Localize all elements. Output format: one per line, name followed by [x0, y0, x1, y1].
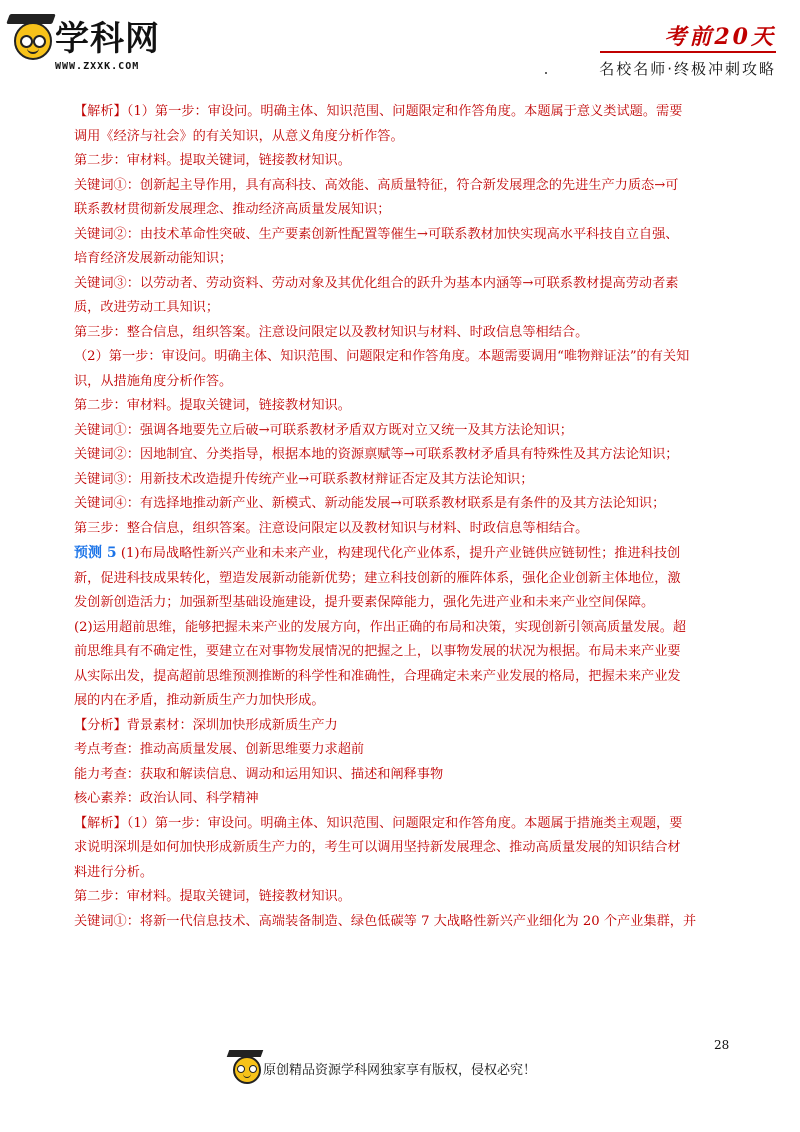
text-line: 关键词③：用新技术改造提升传统产业→可联系教材辩证否定及其方法论知识； [74, 471, 534, 487]
text-line: 第二步：审材料。提取关键词，链接教材知识。 [74, 889, 351, 904]
text-line: 从实际出发，提高超前思维预测推断的科学性和准确性，合理确定未来产业发展的格局，把握未来产业发 [74, 668, 681, 684]
footer-face-icon [233, 1056, 261, 1084]
badge-title: 考前20天 [664, 24, 776, 50]
text-line: (2)运用超前思维，能够把握未来产业的发展方向，作出正确的布局和决策，实现创新引领高质量发展。超 [74, 619, 687, 635]
text-line: 质，改进劳动工具知识； [74, 300, 220, 315]
badge-subtitle: 名校名师·终极冲刺攻略 [599, 60, 776, 78]
text-line: 关键词④：有选择地推动新产业、新模式、新动能发展→可联系教材联系是有条件的及其方法论知识； [74, 496, 666, 511]
text-line: 关键词①：创新起主导作用，具有高科技、高效能、高质量特征，符合新发展理念的先进生产力质态→可 [74, 177, 679, 193]
page-number: 28 [714, 1038, 730, 1052]
text-line: 培育经济发展新动能知识； [74, 251, 233, 266]
text-line: 关键词①：强调各地要先立后破→可联系教材矛盾双方既对立又统一及其方法论知识； [74, 422, 573, 438]
text-line: （2）第一步：审设问。明确主体、知识范围、问题限定和作答角度。本题需要调用“唯物辩证法”的有关知 [74, 349, 690, 364]
text-line: 关键词②：由技术革命性突破、生产要素创新性配置等催生→可联系教材加快实现高水平科技自立自强、 [74, 226, 679, 242]
prediction-line [74, 541, 728, 567]
answer1-first-line: (1)布局战略性新兴产业和未来产业，构建现代化产业体系，提升产业链供应链韧性；推进科技创 [120, 546, 681, 561]
text-line: 【解析】（1）第一步：审设问。明确主体、知识范围、问题限定和作答角度。本题属于意义类试题。需要 [74, 104, 683, 119]
text-line: 料进行分析。 [74, 864, 154, 880]
text-line: 第二步：审材料。提取关键词，链接教材知识。 [74, 153, 351, 168]
text-line: 关键词①：将新一代信息技术、高端装备制造、绿色低碳等 7 大战略性新兴产业细化为 20 个产业集群，并 [74, 913, 697, 929]
logo-face-icon [14, 22, 52, 60]
text-line: 调用《经济与社会》的有关知识，从意义角度分析作答。 [74, 128, 404, 144]
text-line: 前思维具有不确定性，要建立在对事物发展情况的把握之上，以事物发展的状况为根据。布局未来产业要 [74, 644, 681, 659]
header-dot [545, 72, 547, 74]
page-header [0, 0, 800, 90]
text-line: 第三步：整合信息，组织答案。注意设问限定以及教材知识与材料、时政信息等相结合。 [74, 520, 589, 536]
text-line: 联系教材贯彻新发展理念、推动经济高质量发展知识； [74, 202, 391, 217]
text-line: 展的内在矛盾，推动新质生产力加快形成。 [74, 693, 325, 708]
analysis-line: 核心素养：政治认同、科学精神 [74, 791, 259, 806]
text-line: 识，从措施角度分析作答。 [74, 373, 233, 389]
analysis-line: 【分析】背景素材：深圳加快形成新质生产力 [74, 717, 338, 733]
text-line: 第二步：审材料。提取关键词，链接教材知识。 [74, 398, 351, 413]
analysis-line: 能力考查：获取和解读信息、调动和运用知识、描述和阐释事物 [74, 766, 444, 782]
text-line: 发创新创造活力；加强新型基础设施建设，提升要素保障能力，强化先进产业和未来产业空间保障。 [74, 595, 655, 610]
text-line: 关键词③：以劳动者、劳动资料、劳动对象及其优化组合的跃升为基本内涵等→可联系教材提高劳动者素 [74, 275, 679, 291]
text-line: 第三步：整合信息，组织答案。注意设问限定以及教材知识与材料、时政信息等相结合。 [74, 324, 589, 340]
text-line: 求说明深圳是如何加快形成新质生产力的，考生可以调用坚持新发展理念、推动高质量发展的知识结合材 [74, 840, 681, 855]
text-line: 【解析】（1）第一步：审设问。明确主体、知识范围、问题限定和作答角度。本题属于措施类主观题，要 [74, 815, 683, 831]
text-line: 关键词②：因地制宜、分类指导，根据本地的资源禀赋等→可联系教材矛盾具有特殊性及其方法论知识； [74, 447, 679, 462]
logo-url: WWW.ZXXK.COM [55, 61, 140, 72]
analysis-line: 考点考查：推动高质量发展、创新思维要力求超前 [74, 742, 365, 757]
text-line: 新，促进科技成果转化，塑造发展新动能新优势；建立科技创新的雁阵体系，强化企业创新主体地位，激 [74, 570, 681, 586]
badge-divider [600, 51, 776, 53]
document-body [74, 100, 728, 934]
footer-copyright: 原创精品资源学科网独家享有版权，侵权必究！ [263, 1063, 537, 1078]
logo-text: 学科网 [55, 19, 160, 59]
prediction-label: 预测 5 [74, 545, 117, 561]
